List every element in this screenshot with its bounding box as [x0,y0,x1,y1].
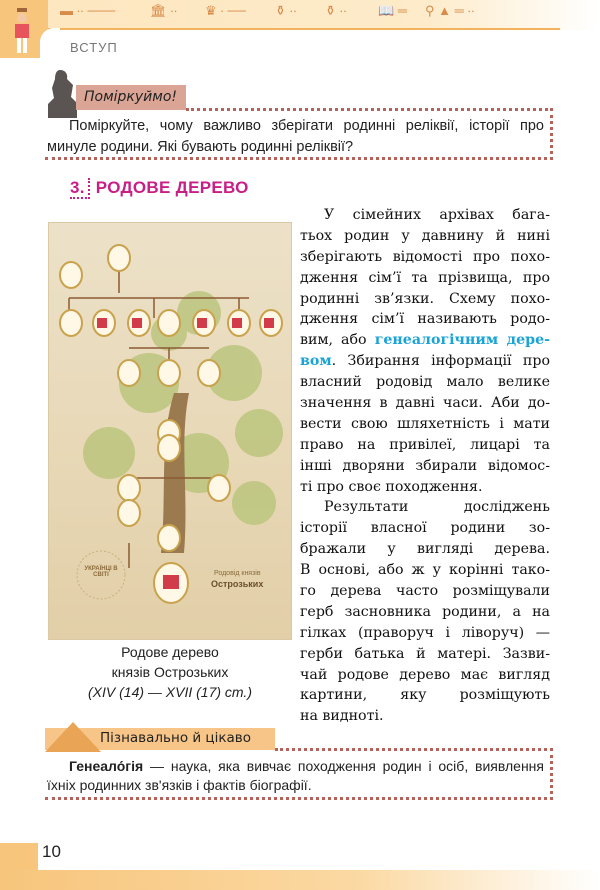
section-title [70,178,249,198]
artifact-icon: ⚱ ∙∙ [275,3,297,18]
line-text: . Збирання інформації про [331,353,550,370]
page-number: 10 [42,842,61,861]
body-line [300,393,550,414]
body-line [300,414,550,435]
line-text: герби батька й матері. Зазви- [300,645,550,662]
body-line [300,623,550,644]
line-text: гілках (праворуч і ліворуч) — [300,624,550,641]
caption-line: (XIV (14) — XVII (17) ст.) [88,684,252,700]
line-text: право на привілеї, лицарі та [300,436,550,453]
body-line [300,602,550,623]
body-line [300,518,550,539]
line-text: вим, або [300,332,375,349]
book-icon: 📖 ═ [378,3,408,18]
body-line [300,560,550,581]
think-label: Поміркуймо! [76,85,186,110]
compass-icon: ⚲ ▲ ═ ∙∙ [425,3,475,18]
line-text: У сімейних архівах бага- [324,207,550,223]
vase-icon: ⚱ ∙∙ [325,3,347,18]
body-line [300,456,550,477]
tree-title-small: Родовід князів [214,570,261,577]
line-text: бражали у вигляді дерева. [300,541,550,558]
body-line [300,330,550,351]
line-text: на видноті. [300,708,384,725]
pyramid-icon [45,722,101,752]
line-text: історії власної родини зо- [300,520,550,537]
body-line [300,706,550,727]
crown-icon: ♛ ∙ ── [205,3,246,18]
tab-corner [40,28,60,58]
body-line [300,268,550,289]
line-text: власний родовід мало велике [300,374,550,391]
body-line [300,247,550,268]
body-line [300,581,550,602]
line-text: чай родове дерево має вигляд [300,666,550,683]
family-tree-image [48,222,292,640]
body-line [300,289,550,310]
section-header: ВСТУП [70,40,118,55]
line-text: Результати досліджень [324,499,550,516]
fact-definition: — наука, яка вивчає походження родин і осіб, виявлення їхніх родинних зв'язків і фактів біографії. [47,758,544,793]
line-text: дження сім’ї та прізвища, про [300,269,550,286]
line-text: герб засновника родини, а на [300,603,550,620]
body-line [300,372,550,393]
line-text: зберігають відомості про похо- [300,248,550,265]
tree-title-big: Острозьких [211,579,264,589]
line-text: дження сім’ї називають родо- [300,311,550,328]
body-text [300,205,550,727]
line-text: інші дворяни збирали відомос- [300,457,550,474]
term-highlight: вом [300,353,332,370]
line-text: ті про своє походження. [300,478,483,495]
body-line [300,539,550,560]
body-line [300,226,550,247]
header-line [45,28,560,30]
museum-icon: 🏛 ∙∙ [150,3,178,18]
caption-line: Родове дерево [121,644,219,660]
body-line [300,644,550,665]
term-highlight: генеалогічним дере- [374,332,550,349]
fact-text [47,757,544,795]
body-line [300,685,550,706]
section-number: 3. [70,178,90,199]
think-text: Поміркуйте, чому важливо зберігати родинні реліквії, історії про минуле родини. Які бувають родинні реліквії? [47,118,544,155]
page-corner [0,843,38,873]
body-line [300,497,550,518]
line-text: картини, яку розміщують [300,687,550,704]
seal-text: УКРАЇНЦІ В СВІТІ [84,566,118,578]
section-title-text: РОДОВЕ ДЕРЕВО [95,178,249,197]
line-text: родинні зв’язки. Схему похо- [300,290,550,307]
body-line [300,309,550,330]
line-text: значення в давні часи. Аби до- [300,395,550,412]
bottom-bar [0,870,600,890]
figure-caption [48,642,292,702]
caption-line: князів Острозьких [111,664,229,680]
body-line [300,435,550,456]
fact-term: Генеало́гія [69,758,144,774]
body-line [300,205,550,226]
line-text: го дерева часто розміщували [300,583,550,600]
line-text: вести свою шляхетність і мати [300,415,550,432]
line-text: тьох родин у давнину й нині [300,227,550,244]
body-line [300,351,550,372]
line-text: В основі, або ж у корінні тако- [300,562,550,579]
chest-icon: ▬ ∙∙ ─── [60,3,116,18]
body-line [300,477,550,498]
body-line [300,665,550,686]
fact-label: Пізнавально й цікаво [100,730,252,746]
